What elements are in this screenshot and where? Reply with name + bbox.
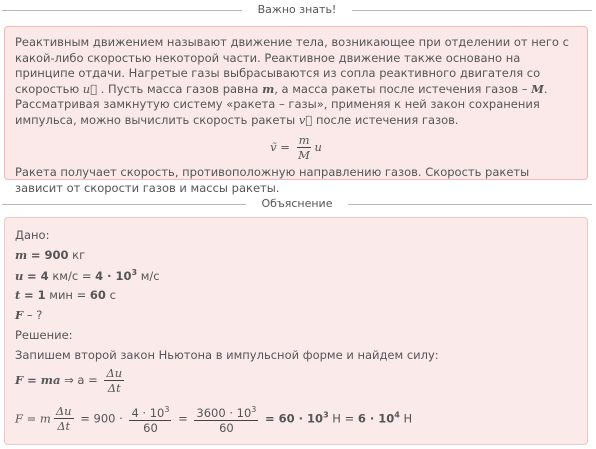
eq2-den3: 60 <box>219 420 234 435</box>
eq2-result-2-exp: 4 <box>394 410 400 420</box>
eq2-equals: = <box>178 411 188 426</box>
m-var: m <box>262 81 275 96</box>
u-unit-si: м/с <box>140 268 160 283</box>
formula-rhs: u <box>314 140 322 154</box>
eq2-unit-2: Н <box>403 411 413 426</box>
header-line-right <box>348 204 592 205</box>
important-header <box>2 3 592 17</box>
rocket-formula <box>15 133 577 162</box>
find-force <box>15 308 42 322</box>
m-value: = 900 <box>30 248 69 262</box>
u-value-si: 4 · 10 <box>95 268 132 283</box>
formula-lhs: ṽ = <box>270 140 290 154</box>
eq2-fraction-1 <box>54 404 74 433</box>
eq1-num: Δu <box>106 366 123 380</box>
text: Реактивным движением называют движение тела, возникающее при отделении от него с какой-либо скоростью некоторой части. Реактивное движение также основано на принципе отдачи. Нагретые газы выбрасываются из сопла реактивного двигателя со скоростью <box>15 35 569 96</box>
eq2-result-2: 6 · 10 <box>357 411 395 426</box>
eq1-den: Δt <box>107 381 121 395</box>
u-exp: 3 <box>131 268 138 277</box>
text: . Рассматривая замкнутую систему «ракета – газы», применяя к ней закон сохранения импульса, можно вычислить скорость ракеты <box>15 81 548 127</box>
f-question: – ? <box>26 308 43 322</box>
eq2-num2-base: 4 · 10 <box>131 405 165 420</box>
eq1-lhs: F = ma <box>15 373 61 387</box>
f-var: F <box>15 308 24 322</box>
eq2-lhs: F = m <box>15 411 51 426</box>
explain-header <box>2 197 592 211</box>
t-var: t <box>15 288 21 302</box>
u-value: = 4 <box>27 268 49 283</box>
text: после истечения газов. <box>315 112 459 127</box>
eq2-fraction-3 <box>194 403 258 435</box>
text: . Пусть масса газов равна <box>100 81 259 96</box>
solution-label: Решение: <box>15 328 73 342</box>
t-value-si: 60 <box>89 288 106 302</box>
header-line-right <box>352 10 592 11</box>
eq2-num1: Δu <box>55 404 72 419</box>
eq2-unit-1: Н = <box>332 411 355 426</box>
u-vector: u⃗ <box>82 81 98 96</box>
u-unit: км/с = <box>52 268 92 283</box>
eq1-arrow: ⇒ a = <box>64 373 98 387</box>
given-time <box>15 288 116 302</box>
eq2-fraction-2 <box>129 403 171 435</box>
given-mass <box>15 248 85 262</box>
u-var: u <box>15 268 24 283</box>
eq2-result-1: = 60 · 10 <box>265 411 324 426</box>
given-velocity <box>15 268 160 283</box>
important-paragraph-1 <box>15 35 577 128</box>
eq2-num3 <box>194 403 258 421</box>
t-unit-si: с <box>109 288 116 302</box>
formula-num: m <box>298 133 310 147</box>
eq2-result-1-exp: 3 <box>323 410 329 420</box>
eq2-part1: = 900 · <box>80 411 123 426</box>
eq2-num3-exp: 3 <box>251 405 257 414</box>
text: , а масса ракеты после истечения газов – <box>274 81 528 96</box>
formula-den: M <box>298 148 310 162</box>
explanation-box <box>4 217 588 445</box>
important-box <box>4 26 588 195</box>
v-vector: v⃗ <box>298 112 313 127</box>
eq2-num2 <box>129 403 171 421</box>
eq2-num3-base: 3600 · 10 <box>196 405 252 420</box>
formula-fraction <box>297 133 312 162</box>
m-var: m <box>15 248 28 262</box>
eq2-num2-exp: 3 <box>164 405 170 414</box>
important-paragraph-2: Ракета получает скорость, противоположную направлению газов. Скорость ракеты зависит от скорости газов и массы ракеты. <box>15 165 530 195</box>
t-value: = 1 <box>23 288 46 302</box>
given-label: Дано: <box>15 228 50 242</box>
newton-law-text: Запишем второй закон Ньютона в импульсной форме и найдем силу: <box>15 348 439 362</box>
eq2-den1: Δt <box>57 419 71 434</box>
important-title: Важно знать! <box>257 3 337 16</box>
t-unit: мин = <box>49 288 87 302</box>
equation-2 <box>15 403 412 435</box>
M-var: M <box>531 81 544 96</box>
equation-1 <box>15 366 127 395</box>
eq1-fraction <box>104 366 124 395</box>
explain-title: Объяснение <box>261 197 333 210</box>
m-unit: кг <box>72 248 86 262</box>
eq2-den2: 60 <box>143 420 158 435</box>
